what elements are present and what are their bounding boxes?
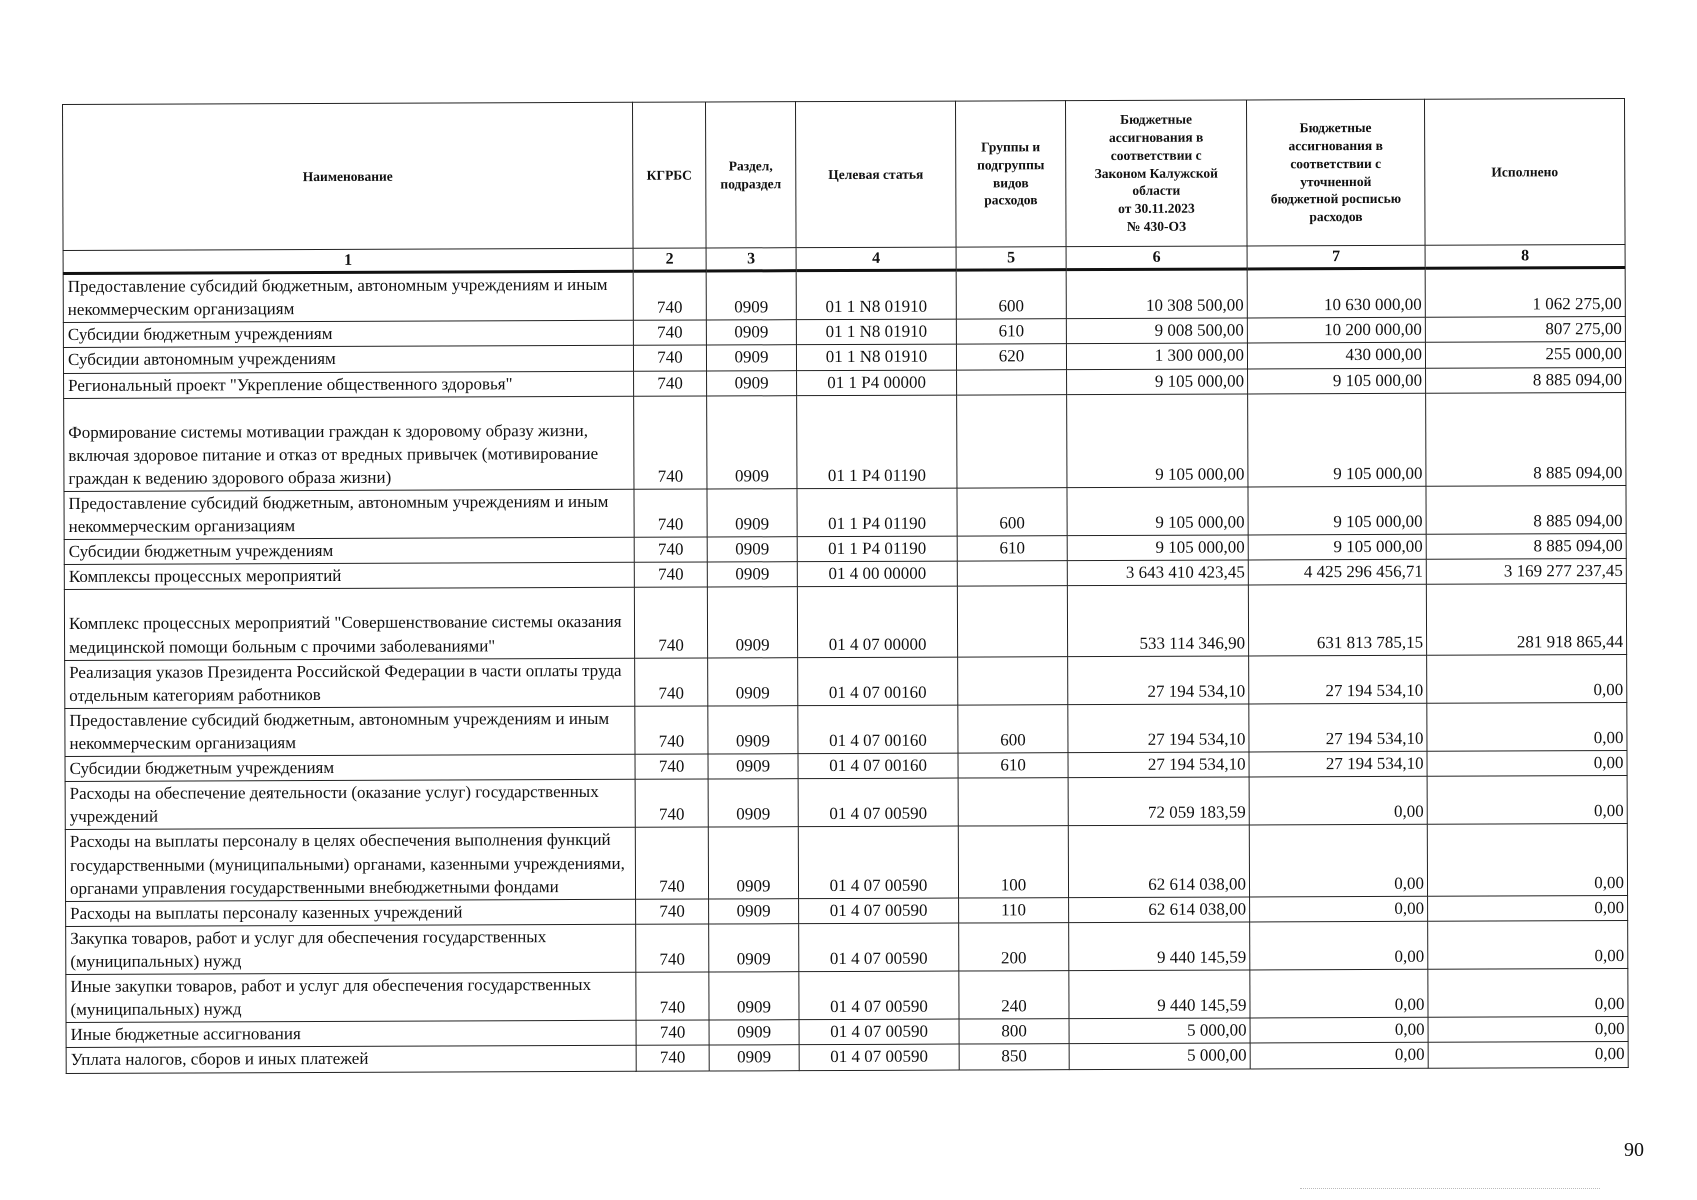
scan-artifact-line [1300,1188,1600,1189]
table-row [64,584,1626,660]
row-section-cell: 0909 [706,320,796,345]
row-law-amount-cell: 5 000,00 [1069,1018,1250,1044]
row-group-cell: 100 [958,826,1068,898]
row-article-cell: 01 1 N8 01910 [796,270,956,320]
header-name: Наименование [63,102,634,250]
row-kgrbs-cell: 740 [635,779,708,827]
row-executed-amount-cell: 8 885 094,00 [1426,485,1626,534]
table-row [64,485,1626,539]
table-row [66,920,1628,974]
row-revised-amount-cell: 27 194 534,10 [1249,751,1427,777]
row-section-cell: 0909 [709,1020,799,1045]
row-article-cell: 01 4 07 00160 [798,753,958,779]
table-row [64,392,1626,491]
row-section-cell: 0909 [709,924,799,973]
row-group-cell [958,778,1068,827]
row-law-amount-cell: 5 000,00 [1069,1043,1250,1069]
row-name-cell: Субсидии бюджетным учреждениям [63,321,633,348]
row-revised-amount-cell: 0,00 [1250,1043,1428,1069]
row-section-cell: 0909 [707,537,797,562]
row-law-amount-cell: 9 440 145,59 [1069,970,1250,1019]
row-group-cell [957,394,1067,488]
row-group-cell: 800 [959,1019,1069,1045]
row-article-cell: 01 1 N8 01910 [796,319,956,345]
row-name-cell: Комплекс процессных мероприятий "Совершенствование системы оказания медицинской помощи больным с прочими заболеваниями" [64,588,634,660]
row-section-cell: 0909 [708,779,798,828]
row-revised-amount-cell: 9 105 000,00 [1248,393,1426,487]
row-executed-amount-cell: 255 000,00 [1425,342,1625,368]
row-section-cell: 0909 [706,271,796,321]
row-article-cell: 01 4 07 00590 [799,971,959,1020]
row-kgrbs-cell: 740 [636,899,709,924]
row-kgrbs-cell: 740 [636,924,709,972]
row-kgrbs-cell: 740 [633,320,706,345]
row-revised-amount-cell: 0,00 [1249,825,1427,897]
row-section-cell: 0909 [708,827,798,899]
row-name-cell: Иные бюджетные ассигнования [66,1021,636,1048]
row-executed-amount-cell: 8 885 094,00 [1426,534,1626,560]
row-executed-amount-cell: 8 885 094,00 [1426,367,1626,393]
row-law-amount-cell: 27 194 534,10 [1068,704,1249,753]
row-executed-amount-cell: 3 169 277 237,45 [1426,559,1626,585]
row-group-cell: 620 [956,344,1066,370]
row-executed-amount-cell: 0,00 [1427,654,1627,703]
row-group-cell [958,656,1068,705]
row-law-amount-cell: 27 194 534,10 [1068,752,1249,778]
page-number: 90 [1624,1139,1644,1161]
row-law-amount-cell: 9 105 000,00 [1067,368,1248,394]
row-section-cell: 0909 [708,657,798,706]
row-executed-amount-cell: 0,00 [1428,1017,1628,1043]
row-article-cell: 01 4 07 00590 [799,898,959,924]
row-group-cell: 110 [959,897,1069,923]
header-law-allocation: Бюджетные ассигнования в соответствии с Законом Калужской области от 30.11.2023 № 430-ОЗ [1065,100,1247,247]
row-section-cell: 0909 [707,489,797,538]
row-revised-amount-cell: 0,00 [1250,969,1428,1018]
row-kgrbs-cell: 740 [635,706,708,754]
row-revised-amount-cell: 10 200 000,00 [1247,318,1425,344]
row-section-cell: 0909 [707,587,797,658]
row-law-amount-cell: 62 614 038,00 [1069,897,1250,923]
row-revised-amount-cell: 9 105 000,00 [1248,534,1426,560]
row-group-cell: 600 [957,488,1067,537]
row-kgrbs-cell: 740 [636,1020,709,1045]
row-executed-amount-cell: 0,00 [1428,895,1628,921]
row-kgrbs-cell: 740 [636,972,709,1020]
row-executed-amount-cell: 0,00 [1427,824,1627,896]
row-revised-amount-cell: 9 105 000,00 [1248,486,1426,535]
row-kgrbs-cell: 740 [633,271,706,320]
row-article-cell: 01 4 07 00590 [799,923,959,972]
row-group-cell: 200 [959,922,1069,971]
row-group-cell: 610 [958,753,1068,779]
column-number: 4 [796,247,956,271]
row-revised-amount-cell: 0,00 [1249,776,1427,825]
row-article-cell: 01 4 07 00160 [798,657,958,706]
row-law-amount-cell: 62 614 038,00 [1068,825,1249,897]
row-kgrbs-cell: 740 [633,345,706,370]
row-law-amount-cell: 1 300 000,00 [1066,343,1247,369]
row-article-cell: 01 1 P4 01190 [797,395,957,489]
row-name-cell: Расходы на выплаты персоналу казенных учреждений [66,899,636,926]
row-group-cell: 850 [959,1044,1069,1070]
row-name-cell: Предоставление субсидий бюджетным, автономным учреждениям и иным некоммерческим организациям [63,271,633,322]
row-law-amount-cell: 9 008 500,00 [1066,318,1247,344]
row-name-cell: Формирование системы мотивации граждан к здоровому образу жизни, включая здоровое питание и отказ от вредных привычек (мотивирование граждан к ведению здорового образа жизни) [64,396,634,492]
row-kgrbs-cell: 740 [634,371,707,396]
row-kgrbs-cell: 740 [635,754,708,779]
table-row [65,776,1627,830]
column-number: 5 [956,247,1066,271]
row-executed-amount-cell: 0,00 [1427,751,1627,777]
row-law-amount-cell: 10 308 500,00 [1066,269,1247,319]
row-law-amount-cell: 9 105 000,00 [1067,394,1248,488]
row-group-cell: 610 [956,319,1066,345]
header-target-article: Целевая статья [795,101,956,248]
row-name-cell: Иные закупки товаров, работ и услуг для обеспечения государственных (муниципальных) нужд [66,972,636,1022]
row-name-cell: Уплата налогов, сборов и иных платежей [66,1046,636,1073]
row-kgrbs-cell: 740 [636,1045,709,1070]
column-number: 2 [633,248,706,271]
row-revised-amount-cell: 0,00 [1250,1018,1428,1044]
row-kgrbs-cell: 740 [635,827,708,899]
row-section-cell: 0909 [707,562,797,587]
row-article-cell: 01 4 07 00000 [797,586,957,657]
row-executed-amount-cell: 0,00 [1428,920,1628,969]
header-row [63,99,1626,251]
column-number: 6 [1066,246,1247,270]
row-law-amount-cell: 3 643 410 423,45 [1067,560,1248,586]
row-section-cell: 0909 [707,370,797,395]
row-revised-amount-cell: 27 194 534,10 [1249,703,1427,752]
row-group-cell: 600 [956,270,1066,320]
row-executed-amount-cell: 0,00 [1428,1042,1628,1068]
row-section-cell: 0909 [709,1045,799,1070]
row-article-cell: 01 4 07 00590 [798,826,958,898]
table-row [66,1042,1628,1073]
row-law-amount-cell: 9 105 000,00 [1067,535,1248,561]
column-number: 7 [1247,245,1425,269]
row-name-cell: Предоставление субсидий бюджетным, автономным учреждениям и иным некоммерческим организациям [65,706,635,756]
row-law-amount-cell: 9 105 000,00 [1067,487,1248,536]
row-group-cell [957,561,1067,587]
row-name-cell: Региональный проект "Укрепление общественного здоровья" [64,371,634,398]
row-article-cell: 01 1 P4 01190 [797,488,957,537]
row-article-cell: 01 4 07 00590 [799,1044,959,1070]
row-kgrbs-cell: 740 [634,489,707,537]
row-revised-amount-cell: 10 630 000,00 [1247,268,1425,318]
row-section-cell: 0909 [706,345,796,370]
row-executed-amount-cell: 1 062 275,00 [1425,268,1625,318]
row-revised-amount-cell: 631 813 785,15 [1248,585,1426,656]
table-row [65,654,1627,708]
row-revised-amount-cell: 430 000,00 [1247,343,1425,369]
column-number: 3 [706,248,796,271]
row-name-cell: Субсидии бюджетным учреждениям [65,754,635,781]
row-revised-amount-cell: 0,00 [1250,921,1428,970]
row-article-cell: 01 1 P4 00000 [797,370,957,396]
row-section-cell: 0909 [708,706,798,755]
row-executed-amount-cell: 0,00 [1427,776,1627,825]
row-executed-amount-cell: 8 885 094,00 [1426,392,1626,486]
row-article-cell: 01 4 00 00000 [797,561,957,587]
row-kgrbs-cell: 740 [634,587,707,657]
row-law-amount-cell: 9 440 145,59 [1069,922,1250,971]
table-row [65,702,1627,756]
row-kgrbs-cell: 740 [634,396,707,490]
header-revised-allocation: Бюджетные ассигнования в соответствии с уточненной бюджетной росписью расходов [1246,99,1425,246]
row-article-cell: 01 4 07 00590 [798,778,958,827]
row-name-cell: Закупка товаров, работ и услуг для обеспечения государственных (муниципальных) нужд [66,924,636,974]
row-section-cell: 0909 [709,972,799,1021]
column-number: 8 [1425,244,1625,268]
row-law-amount-cell: 533 114 346,90 [1067,585,1248,656]
table-row [63,268,1625,323]
row-executed-amount-cell: 807 275,00 [1425,317,1625,343]
row-article-cell: 01 1 N8 01910 [796,345,956,371]
row-law-amount-cell: 72 059 183,59 [1068,777,1249,826]
row-section-cell: 0909 [708,754,798,779]
table-row [66,969,1628,1023]
row-name-cell: Расходы на выплаты персоналу в целях обеспечения выполнения функций государственными (муниципальными) органами, казенными учреждениями, органами управления государственными внебюджетными фондами [65,828,635,902]
row-revised-amount-cell: 27 194 534,10 [1249,655,1427,704]
row-kgrbs-cell: 740 [634,562,707,587]
row-article-cell: 01 1 P4 01190 [797,536,957,562]
row-revised-amount-cell: 0,00 [1250,896,1428,922]
row-group-cell: 240 [959,971,1069,1020]
row-name-cell: Предоставление субсидий бюджетным, автономным учреждениям и иным некоммерческим организациям [64,489,634,539]
row-law-amount-cell: 27 194 534,10 [1068,656,1249,705]
row-name-cell: Субсидии автономным учреждениям [63,346,633,373]
table-body [63,268,1628,1073]
column-number: 1 [63,248,633,273]
row-name-cell: Расходы на обеспечение деятельности (оказание услуг) государственных учреждений [65,779,635,829]
row-section-cell: 0909 [709,898,799,923]
row-name-cell: Комплексы процессных мероприятий [64,563,634,590]
header-executed: Исполнено [1424,99,1625,246]
row-group-cell: 600 [958,705,1068,754]
row-group-cell: 610 [957,536,1067,562]
row-revised-amount-cell: 4 425 296 456,71 [1248,560,1426,586]
header-section: Раздел, подраздел [705,102,796,248]
row-group-cell [957,369,1067,395]
row-article-cell: 01 4 07 00160 [798,705,958,754]
row-article-cell: 01 4 07 00590 [799,1019,959,1045]
budget-execution-table [62,98,1629,1073]
row-executed-amount-cell: 281 918 865,44 [1426,584,1626,655]
header-kgrbs: КГРБС [632,102,706,248]
row-section-cell: 0909 [707,395,797,489]
row-name-cell: Реализация указов Президента Российской Федерации в части оплаты труда отдельным категориям работников [65,658,635,708]
row-executed-amount-cell: 0,00 [1428,969,1628,1018]
table-row [65,824,1627,901]
row-executed-amount-cell: 0,00 [1427,702,1627,751]
row-kgrbs-cell: 740 [635,658,708,706]
row-group-cell [957,586,1067,657]
row-name-cell: Субсидии бюджетным учреждениям [64,538,634,565]
row-kgrbs-cell: 740 [634,537,707,562]
row-revised-amount-cell: 9 105 000,00 [1248,368,1426,394]
header-expense-group: Группы и подгруппы видов расходов [955,101,1066,247]
